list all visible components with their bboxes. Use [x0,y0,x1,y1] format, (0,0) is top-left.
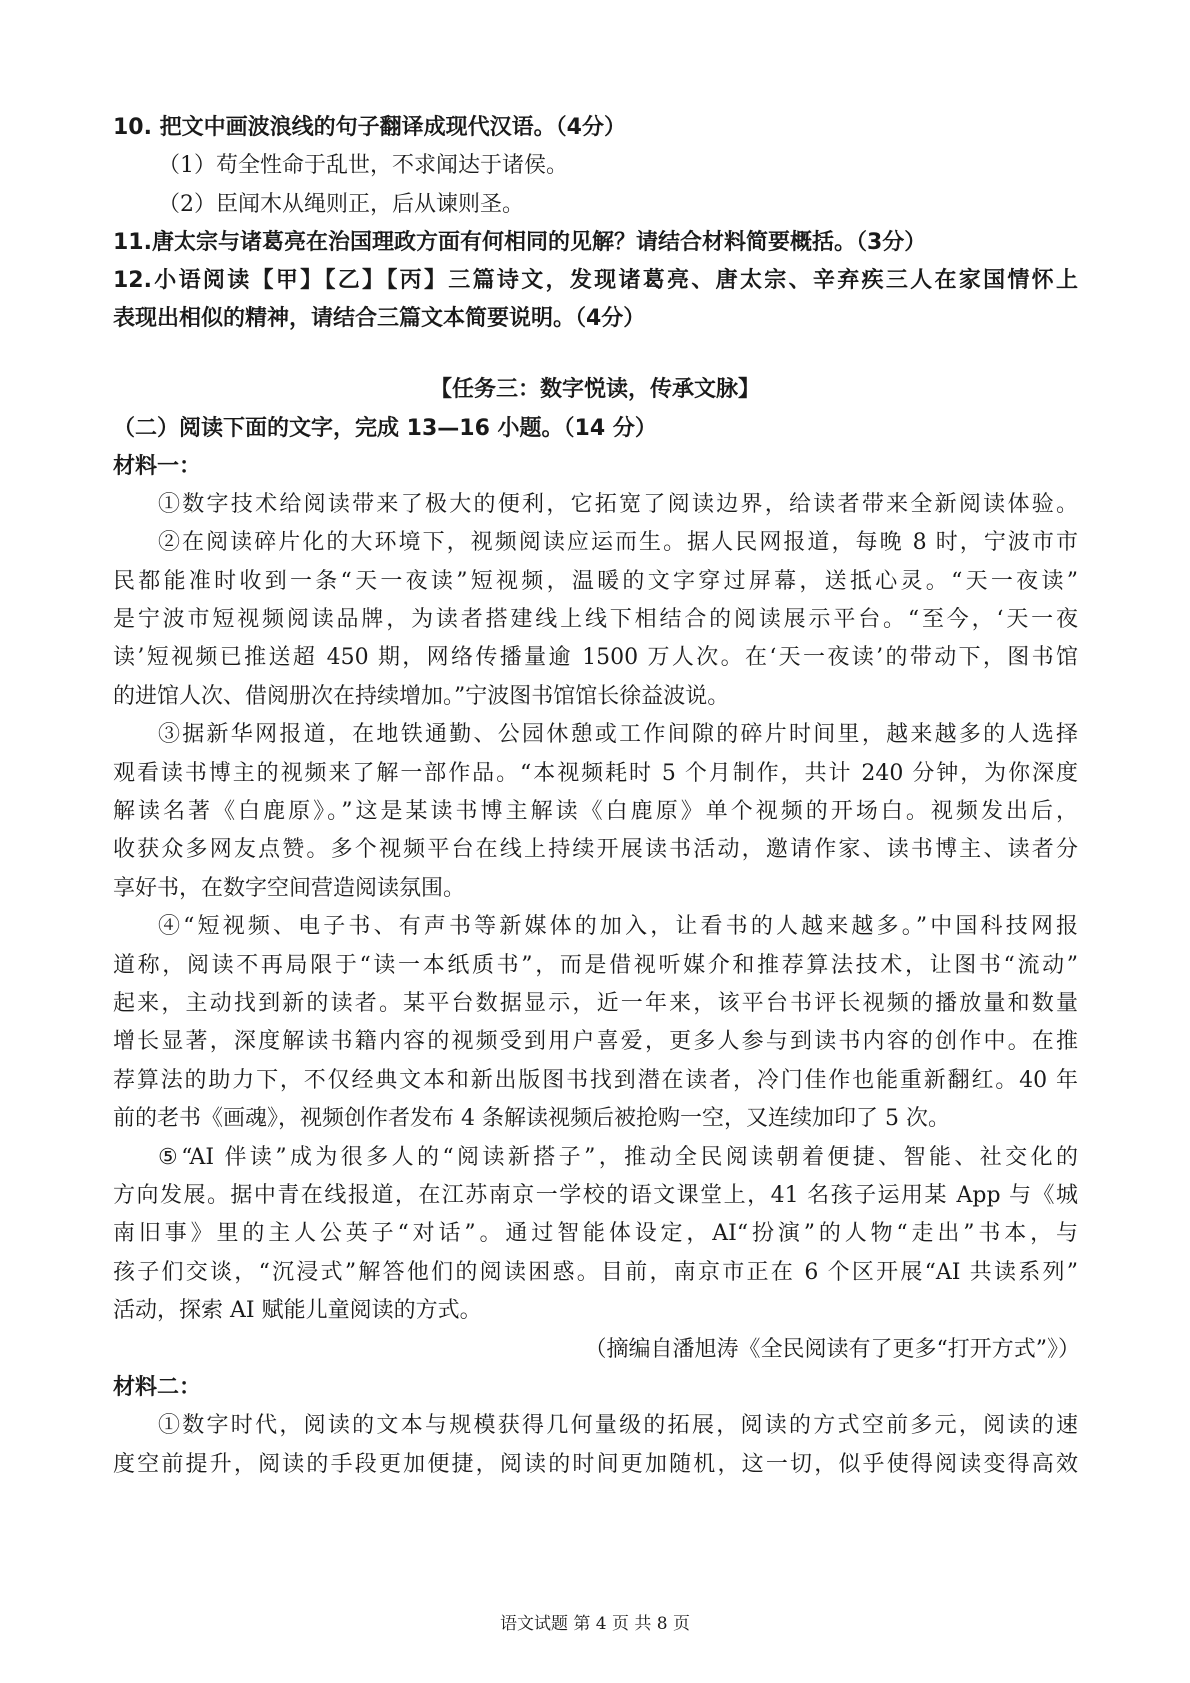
question-10-sentence-2: （2）臣闻木从绳则正，后从谏则圣。 [158,192,524,217]
material-1-label: 材料一： [113,454,202,479]
question-12-line-1: 12.小语阅读【甲】【乙】【丙】三篇诗文，发现诸葛亮、唐太宗、辛弃疾三人在家国情怀上 [113,268,1078,293]
material-1-para-5-line: 方向发展。据中青在线报道，在江苏南京一学校的语文课堂上，41 名孩子运用某 App 与《城 [113,1183,1078,1208]
material-2-label: 材料二： [113,1375,202,1400]
material-1-para-3-line: 收获众多网友点赞。多个视频平台在线上持续开展读书活动，邀请作家、读书博主、读者分 [113,837,1078,862]
material-2-para-1-line: 度空前提升，阅读的手段更加便捷，阅读的时间更加随机，这一切，似乎使得阅读变得高效 [113,1452,1078,1477]
material-1-para-4-line: 道称，阅读不再局限于“读一本纸质书”，而是借视听媒介和推荐算法技术，让图书“流动” [113,953,1078,978]
material-1-para-5-line: 孩子们交谈，“沉浸式”解答他们的阅读困惑。目前，南京市正在 6 个区开展“AI 共读系列” [113,1260,1078,1285]
material-1-para-2-line: 的进馆人次、借阅册次在持续增加。”宁波图书馆馆长徐益波说。 [113,684,730,709]
material-1-para-5-line: ⑤“AI 伴读”成为很多人的“阅读新搭子”，推动全民阅读朝着便捷、智能、社交化的 [158,1145,1078,1170]
question-12-line-2: 表现出相似的精神，请结合三篇文本简要说明。（4分） [113,306,646,331]
material-1-para-3-line: 观看读书博主的视频来了解一部作品。“本视频耗时 5 个月制作，共计 240 分钟，为你深度 [113,761,1078,786]
material-1-para-2-line: 读’短视频已推送超 450 期，网络传播量逾 1500 万人次。在‘天一夜读’的带动下，图书馆 [113,645,1078,670]
material-1-para-1: ①数字技术给阅读带来了极大的便利，它拓宽了阅读边界，给读者带来全新阅读体验。 [158,492,1078,517]
material-1-para-2-line: ②在阅读碎片化的大环境下，视频阅读应运而生。据人民网报道，每晚 8 时，宁波市市 [158,530,1078,555]
material-1-para-2-line: 民都能准时收到一条“天一夜读”短视频，温暖的文字穿过屏幕，送抵心灵。“天一夜读” [113,569,1078,594]
material-1-para-4-line: ④“短视频、电子书、有声书等新媒体的加入，让看书的人越来越多。”中国科技网报 [158,914,1078,939]
material-1-para-4-line: 增长显著，深度解读书籍内容的视频受到用户喜爱，更多人参与到读书内容的创作中。在推 [113,1029,1078,1054]
material-1-para-3-line: 解读名著《白鹿原》。”这是某读书博主解读《白鹿原》单个视频的开场白。视频发出后， [113,799,1078,824]
question-10-sentence-1: （1）苟全性命于乱世，不求闻达于诸侯。 [158,153,568,178]
material-1-para-4-line: 起来，主动找到新的读者。某平台数据显示，近一年来，该平台书评长视频的播放量和数量 [113,991,1078,1016]
question-11: 11.唐太宗与诸葛亮在治国理政方面有何相同的见解？请结合材料简要概括。（3分） [113,230,927,255]
material-1-para-5-line: 活动，探索 AI 赋能儿童阅读的方式。 [113,1298,482,1323]
question-10-title: 10. 把文中画波浪线的句子翻译成现代汉语。（4分） [113,115,626,140]
material-2-para-1-line: ①数字时代，阅读的文本与规模获得几何量级的拓展，阅读的方式空前多元，阅读的速 [158,1413,1078,1438]
page-footer: 语文试题 第 4 页 共 8 页 [499,1614,691,1634]
material-1-para-4-line: 前的老书《画魂》，视频创作者发布 4 条解读视频后被抢购一空，又连续加印了 5 次。 [113,1106,950,1131]
task-3-heading: 【任务三：数字悦读，传承文脉】 [429,377,760,402]
section-2-heading: （二）阅读下面的文字，完成 13—16 小题。（14 分） [113,416,657,441]
material-1-para-5-line: 南旧事》里的主人公英子“对话”。通过智能体设定，AI“扮演”的人物“走出”书本，与 [113,1221,1078,1246]
material-1-source: （摘编自潘旭涛《全民阅读有了更多“打开方式”》） [584,1337,1080,1362]
material-1-para-3-line: 享好书，在数字空间营造阅读氛围。 [113,876,466,901]
material-1-para-2-line: 是宁波市短视频阅读品牌，为读者搭建线上线下相结合的阅读展示平台。“至今，‘天一夜 [113,607,1078,632]
material-1-para-3-line: ③据新华网报道，在地铁通勤、公园休憩或工作间隙的碎片时间里，越来越多的人选择 [158,722,1078,747]
material-1-para-4-line: 荐算法的助力下，不仅经典文本和新出版图书找到潜在读者，冷门佳作也能重新翻红。40 年 [113,1068,1078,1093]
